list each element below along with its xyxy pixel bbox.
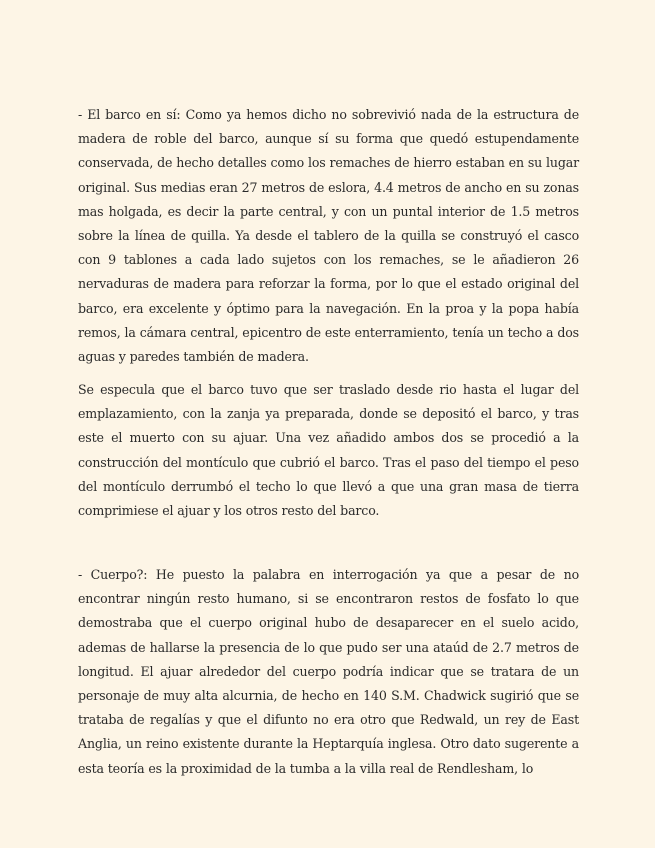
paragraph-cuerpo: - Cuerpo?: He puesto la palabra en interrogación ya que a pesar de no encontrar ningún resto humano, si se encontraron restos de fosfato lo que demostraba que el cuerpo original hubo de desaparecer en el suelo acido, ademas de hallarse la presencia de lo que pudo ser una ataúd de 2.7 metros de longitud. El ajuar alrededor del cuerpo podría indicar que se tratara de un personaje de muy alta alcurnia, de hecho en 140 S.M. Chadwick sugirió que se trataba de regalías y que el difunto no era otro que Redwald, un rey de East Anglia, un reino existente durante la Heptarquía inglesa. Otro dato sugerente a esta teoría es la proximidad de la tumba a la villa real de Rendlesham, lo (78, 567, 579, 776)
paragraph-barco: - El barco en sí: Como ya hemos dicho no sobrevivió nada de la estructura de madera de roble del barco, aunque sí su forma que quedó estupendamente conservada, de hecho detalles como los remaches de hierro estaban en su lugar original. Sus medias eran 27 metros de eslora, 4.4 metros de ancho en su zonas mas holgada, es decir la parte central, y con un puntal interior de 1.5 metros sobre la línea de quilla. Ya desde el tablero de la quilla se construyó el casco con 9 tablones a cada lado sujetos con los remaches, se le añadieron 26 nervaduras de madera para reforzar la forma, por lo que el estado original del barco, era excelente y óptimo para la navegación. En la proa y la popa había remos, la cámara central, epicentro de este enterramiento, tenía un techo a dos aguas y paredes también de madera. (78, 107, 579, 365)
paragraph-traslado: Se especula que el barco tuvo que ser traslado desde rio hasta el lugar del emplazamiento, con la zanja ya preparada, donde se depositó el barco, y tras este el muerto con su ajuar. Una vez añadido ambos dos se procedió a la construcción del montículo que cubrió el barco. Tras el paso del tiempo el peso del montículo derrumbó el techo lo que llevó a que una gran masa de tierra comprimiese el ajuar y los otros resto del barco. (78, 382, 579, 519)
